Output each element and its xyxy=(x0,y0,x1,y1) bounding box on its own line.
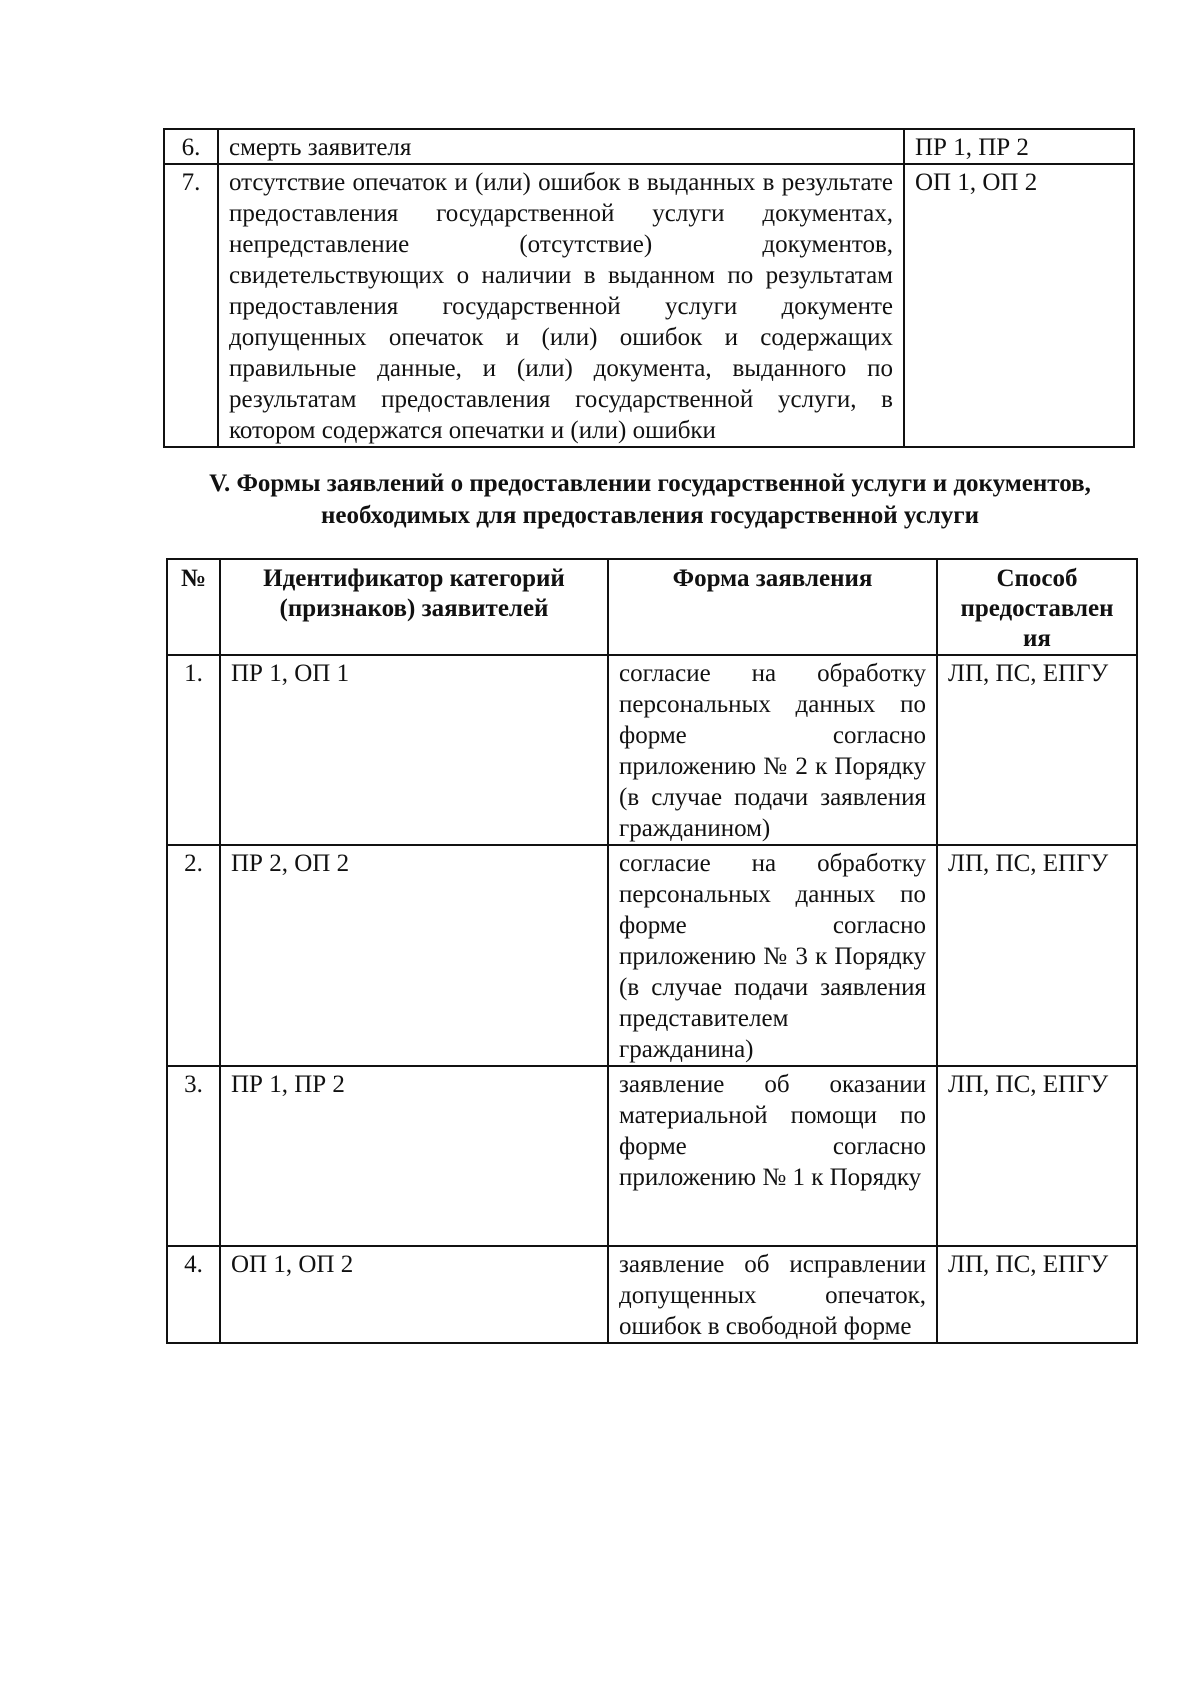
section-title xyxy=(150,468,1150,532)
row-method: ЛП, ПС, ЕПГУ xyxy=(937,845,1137,1066)
row-category: ПР 1, ОП 1 xyxy=(220,655,608,845)
row-category: ПР 2, ОП 2 xyxy=(220,845,608,1066)
row-form: согласие на обработку персональных данных по форме согласно приложению № 2 к Порядку (в случае подачи заявления гражданином) xyxy=(608,655,937,845)
table-row xyxy=(167,655,1137,845)
row-method: ЛП, ПС, ЕПГУ xyxy=(937,1246,1137,1343)
row-method: ЛП, ПС, ЕПГУ xyxy=(937,655,1137,845)
header-form: Форма заявления xyxy=(608,559,937,655)
table-row xyxy=(167,1066,1137,1246)
section-title-line-2: необходимых для предоставления государственной услуги xyxy=(321,502,979,529)
row-text: отсутствие опечаток и (или) ошибок в выданных в результате предоставления государственной услуги документах, непредставление (отсутствие) документов, свидетельствующих о наличии в выданном по результатам предоставления государственной услуги документе допущенных опечаток и (или) ошибок и содержащих правильные данные, и (или) документа, выданного по результатам предоставления государственной услуги, в котором содержатся опечатки и (или) ошибки xyxy=(218,164,904,447)
row-category: ОП 1, ОП 2 xyxy=(220,1246,608,1343)
row-method: ЛП, ПС, ЕПГУ xyxy=(937,1066,1137,1246)
header-number: № xyxy=(167,559,220,655)
header-category: Идентификатор категорий (признаков) заявителей xyxy=(220,559,608,655)
table-row xyxy=(164,129,1134,164)
row-form: заявление об исправлении допущенных опечаток, ошибок в свободной форме xyxy=(608,1246,937,1343)
table-row xyxy=(164,164,1134,447)
row-number: 2. xyxy=(167,845,220,1066)
section-title-line-1: V. Формы заявлений о предоставлении государственной услуги и документов, xyxy=(209,470,1091,497)
row-codes: ПР 1, ПР 2 xyxy=(904,129,1134,164)
table-row xyxy=(167,1246,1137,1343)
row-text: смерть заявителя xyxy=(218,129,904,164)
row-number: 6. xyxy=(164,129,218,164)
row-number: 3. xyxy=(167,1066,220,1246)
table-row xyxy=(167,845,1137,1066)
row-codes: ОП 1, ОП 2 xyxy=(904,164,1134,447)
row-form: заявление об оказании материальной помощи по форме согласно приложению № 1 к Порядку xyxy=(608,1066,937,1246)
row-number: 7. xyxy=(164,164,218,447)
forms-table xyxy=(166,558,1138,1344)
row-form: согласие на обработку персональных данных по форме согласно приложению № 3 к Порядку (в случае подачи заявления представителем гражданина) xyxy=(608,845,937,1066)
grounds-table xyxy=(163,128,1135,448)
header-method: Способ предоставлен ия xyxy=(937,559,1137,655)
row-number: 1. xyxy=(167,655,220,845)
row-number: 4. xyxy=(167,1246,220,1343)
row-category: ПР 1, ПР 2 xyxy=(220,1066,608,1246)
table-header-row xyxy=(167,559,1137,655)
